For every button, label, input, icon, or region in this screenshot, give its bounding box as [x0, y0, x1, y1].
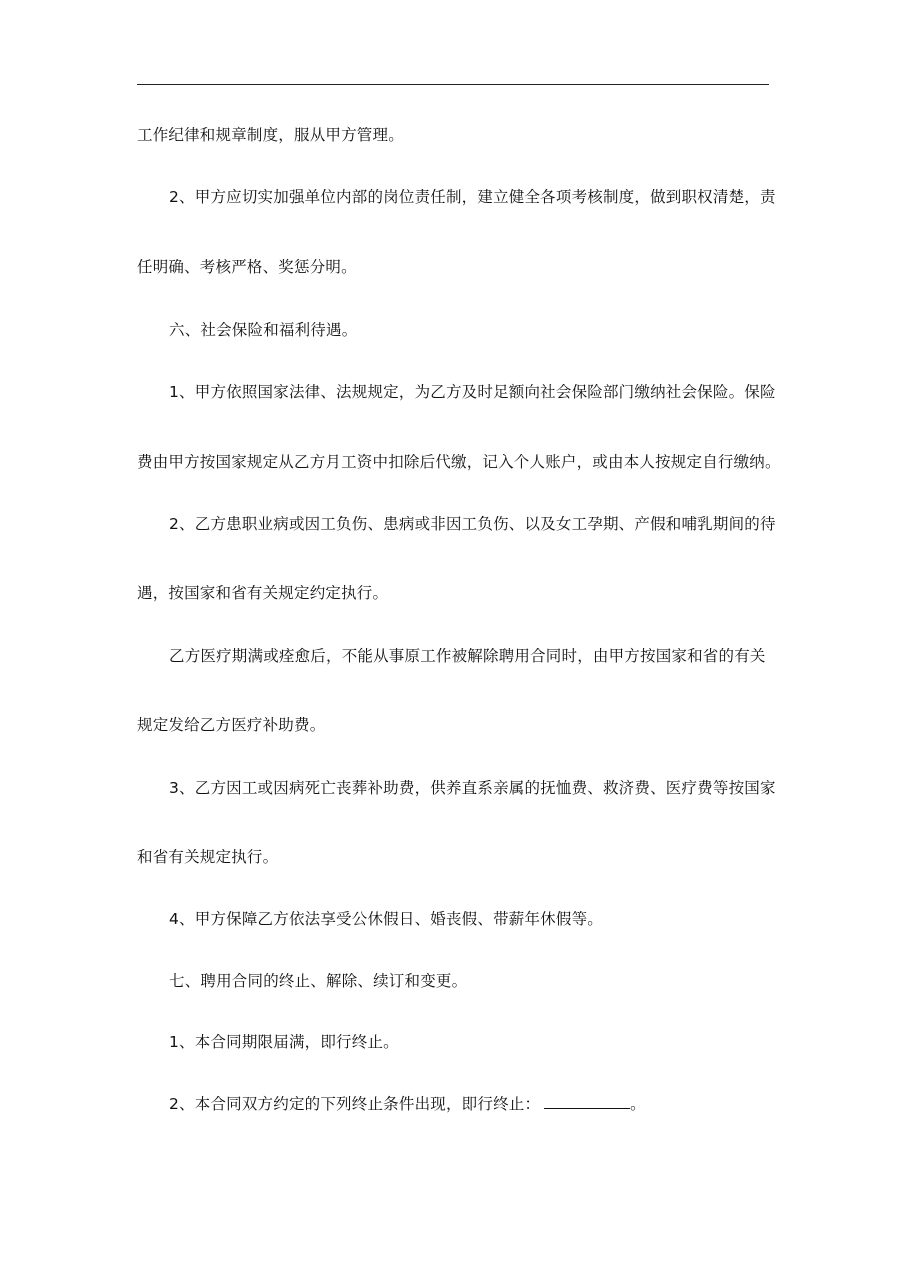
- paragraph-line: 2、乙方患职业病或因工负伤、患病或非因工负伤、以及女工孕期、产假和哺乳期间的待: [169, 515, 776, 533]
- paragraph-line: 2、甲方应切实加强单位内部的岗位责任制，建立健全各项考核制度，做到职权清楚，责: [169, 188, 776, 206]
- paragraph-line: 3、乙方因工或因病死亡丧葬补助费，供养直系亲属的抚恤费、救济费、医疗费等按国家: [169, 779, 776, 797]
- paragraph-line: 规定发给乙方医疗补助费。: [137, 716, 326, 734]
- paragraph-line: 费由甲方按国家规定从乙方月工资中扣除后代缴，记入个人账户，或由本人按规定自行缴纳。: [137, 453, 781, 471]
- paragraph-line-with-blank: [169, 1093, 646, 1115]
- fill-in-blank[interactable]: [544, 1094, 630, 1109]
- paragraph-line: 工作纪律和规章制度，服从甲方管理。: [137, 126, 404, 144]
- section-heading: 六、社会保险和福利待遇。: [169, 321, 358, 339]
- paragraph-line: 1、本合同期限届满，即行终止。: [169, 1033, 399, 1051]
- section-heading: 七、聘用合同的终止、解除、续订和变更。: [169, 972, 468, 990]
- paragraph-line-text: 2、本合同双方约定的下列终止条件出现，即行终止：: [169, 1095, 541, 1113]
- paragraph-line: 任明确、考核严格、奖惩分明。: [137, 258, 357, 276]
- paragraph-line: 遇，按国家和省有关规定约定执行。: [137, 584, 389, 602]
- paragraph-line: 和省有关规定执行。: [137, 848, 279, 866]
- line-end-mark: 。: [630, 1095, 646, 1113]
- paragraph-line: 乙方医疗期满或痊愈后，不能从事原工作被解除聘用合同时，由甲方按国家和省的有关: [169, 647, 766, 665]
- paragraph-line: 4、甲方保障乙方依法享受公休假日、婚丧假、带薪年休假等。: [169, 910, 603, 928]
- header-rule: [137, 84, 769, 85]
- paragraph-line: 1、甲方依照国家法律、法规规定，为乙方及时足额向社会保险部门缴纳社会保险。保险: [169, 383, 776, 401]
